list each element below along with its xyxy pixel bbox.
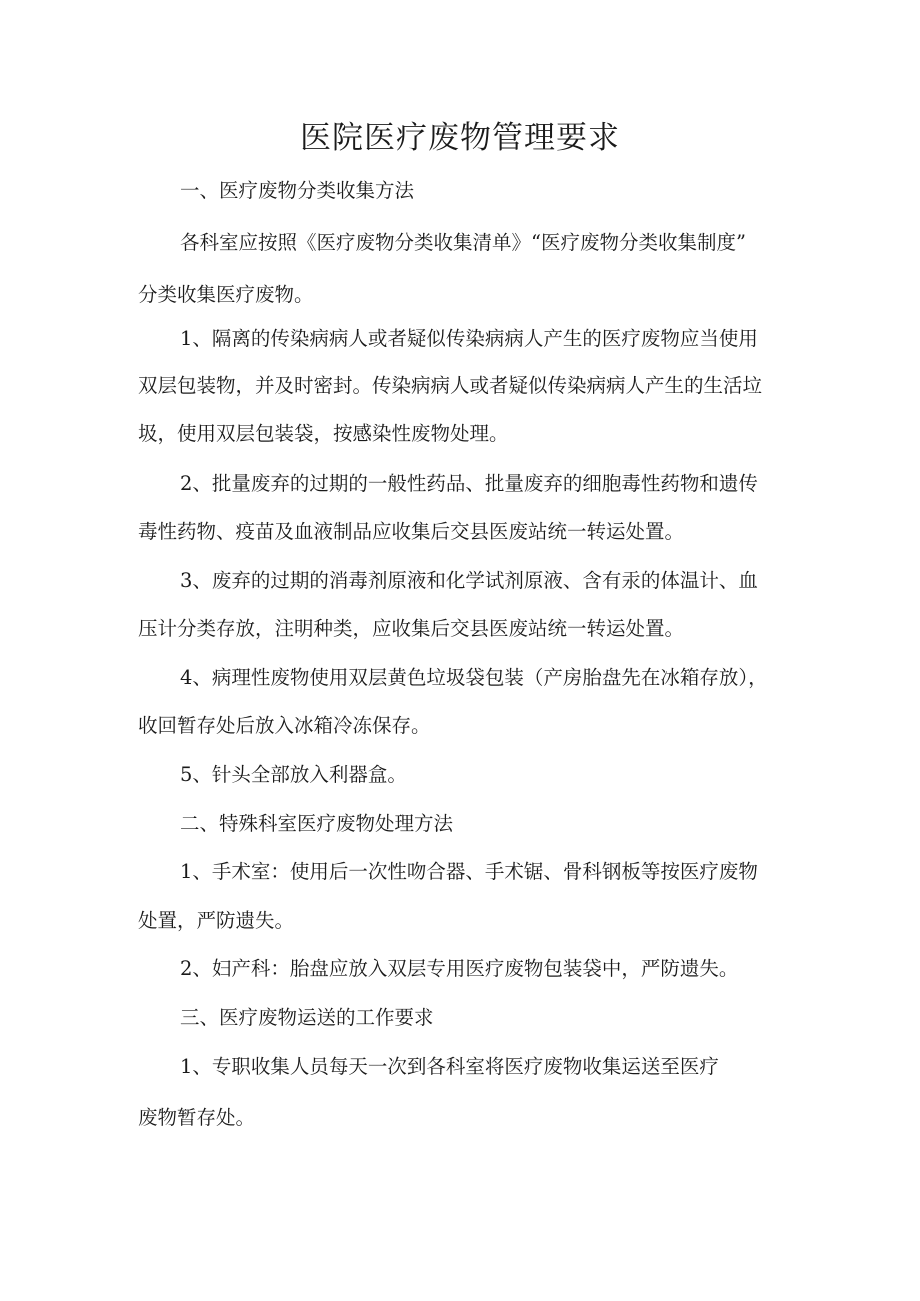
paragraph-line: 4、病理性废物使用双层黄色垃圾袋包装（产房胎盘先在冰箱存放）， [180,666,768,689]
paragraph-line: 处置，严防遗失。 [138,909,295,932]
paragraph-line: 2、批量废弃的过期的一般性药品、批量废弃的细胞毒性药物和遗传 [180,472,758,495]
paragraph-line: 1、专职收集人员每天一次到各科室将医疗废物收集运送至医疗 [180,1055,719,1078]
paragraph-line: 双层包装物，并及时密封。传染病病人或者疑似传染病病人产生的生活垃 [138,374,763,397]
paragraph-line: 收回暂存处后放入冰箱冷冻保存。 [138,714,431,737]
paragraph-line: 3、废弃的过期的消毒剂原液和化学试剂原液、含有汞的体温计、血 [180,569,758,592]
paragraph-line: 压计分类存放，注明种类，应收集后交县医废站统一转运处置。 [138,617,685,640]
paragraph-line: 1、隔离的传染病病人或者疑似传染病病人产生的医疗废物应当使用 [180,327,758,350]
paragraph-line: 圾，使用双层包装袋，按感染性废物处理。 [138,422,509,445]
paragraph-line: 2、妇产科：胎盘应放入双层专用医疗废物包装袋中，严防遗失。 [180,957,739,980]
paragraph-line: 毒性药物、疫苗及血液制品应收集后交县医废站统一转运处置。 [138,520,685,543]
paragraph-line: 各科室应按照《医疗废物分类收集清单》“医疗废物分类收集制度” [180,231,746,254]
paragraph-line: 废物暂存处。 [138,1106,256,1129]
section-heading-2: 二、特殊科室医疗废物处理方法 [180,812,454,835]
paragraph-line: 1、手术室：使用后一次性吻合器、手术锯、骨科钢板等按医疗废物 [180,860,758,883]
section-heading-3: 三、医疗废物运送的工作要求 [180,1006,434,1029]
document-title: 医院医疗废物管理要求 [300,120,620,156]
paragraph-line: 分类收集医疗废物。 [138,283,314,306]
section-heading-1: 一、医疗废物分类收集方法 [180,179,415,202]
paragraph-line: 5、针头全部放入利器盒。 [180,763,407,786]
